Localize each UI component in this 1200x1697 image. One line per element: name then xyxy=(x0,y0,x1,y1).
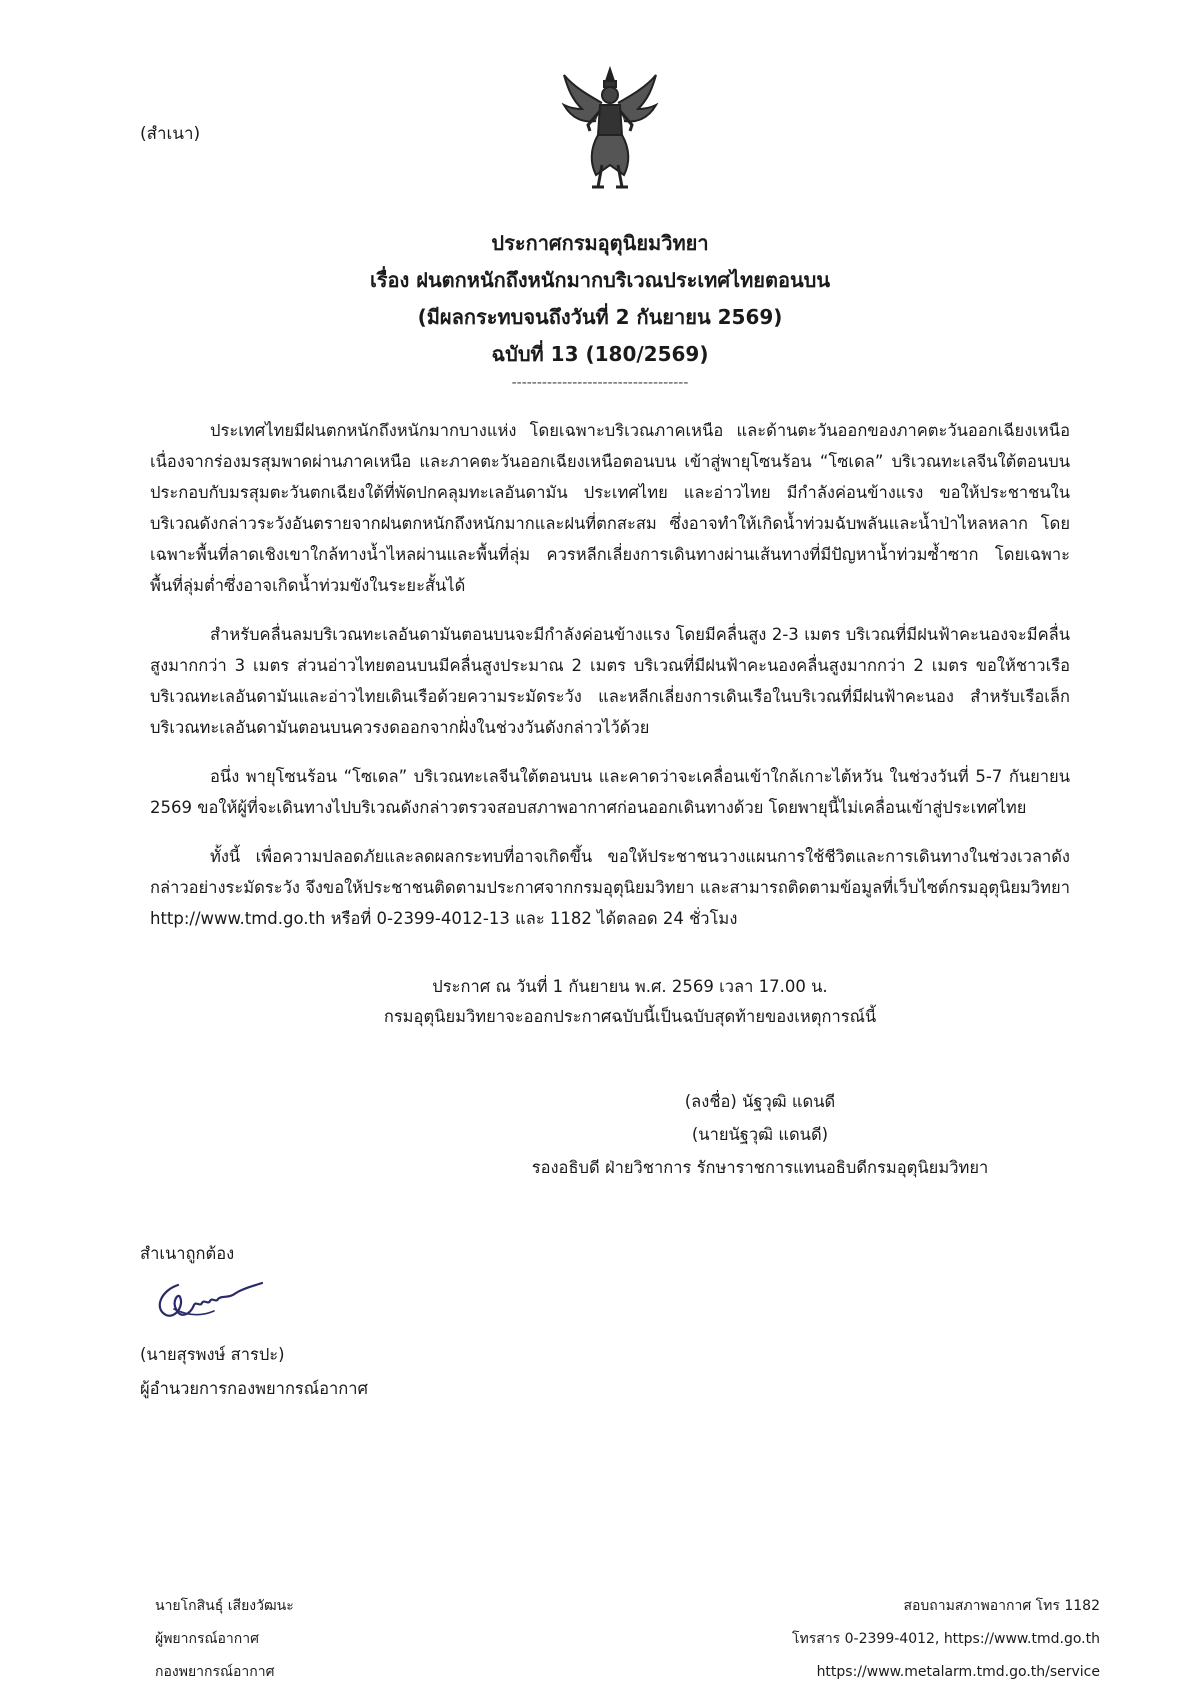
certifier-block xyxy=(140,1338,368,1406)
announcement-date: ประกาศ ณ วันที่ 1 กันยายน พ.ศ. 2569 เวลา 17.00 น. xyxy=(432,977,828,996)
copy-label: (สำเนา) xyxy=(140,124,201,144)
certified-copy-label: สำเนาถูกต้อง xyxy=(140,1244,235,1263)
footer-contact xyxy=(792,1590,1100,1689)
body-paragraph: ทั้งนี้ เพื่อความปลอดภัยและลดผลกระทบที่อาจเกิดขึ้น ขอให้ประชาชนวางแผนการใช้ชีวิตและการเดินทางในช่วงเวลาดังกล่าวอย่างระมัดระวัง จึงขอให้ประชาชนติดตามประกาศจากกรมอุตุนิยมวิทยา และสามารถติดตามข้อมูลที่เว็บไซต์กรมอุตุนิยมวิทยา http://www.tmd.go.th หรือที่ 0-2399-4012-13 และ 1182 ได้ตลอด 24 ชั่วโมง xyxy=(150,847,1070,928)
forecaster-role: ผู้พยากรณ์อากาศ xyxy=(155,1631,259,1647)
body-paragraph: สำหรับคลื่นลมบริเวณทะเลอันดามันตอนบนจะมีกำลังค่อนข้างแรง โดยมีคลื่นสูง 2-3 เมตร บริเวณที่มีฝนฟ้าคะนองจะมีคลื่นสูงมากกว่า 3 เมตร ส่วนอ่าวไทยตอนบนมีคลื่นสูงประมาณ 2 เมตร บริเวณที่มีฝนฟ้าคะนองคลื่นสูงมากกว่า 2 เมตร ขอให้ชาวเรือบริเวณทะเลอันดามันและอ่าวไทยเดินเรือด้วยความระมัดระวัง และหลีกเลี่ยงการเดินเรือในบริเวณที่มีฝนฟ้าคะนอง สำหรับเรือเล็กบริเวณทะเลอันดามันตอนบนควรงดออกจากฝั่งในช่วงวันดังกล่าวไว้ด้วย xyxy=(150,625,1070,737)
document-effect-period: (มีผลกระทบจนถึงวันที่ 2 กันยายน 2569) xyxy=(417,305,783,329)
document-header xyxy=(0,225,1200,393)
signer-name: (นายนัฐวุฒิ แดนดี) xyxy=(691,1125,829,1144)
final-notice: กรมอุตุนิยมวิทยาจะออกประกาศฉบับนี้เป็นฉบับสุดท้ายของเหตุการณ์นี้ xyxy=(383,1007,877,1026)
document-title: ประกาศกรมอุตุนิยมวิทยา xyxy=(491,231,709,255)
header-divider: ----------------------------------- xyxy=(511,375,689,391)
contact-service-url: https://www.metalarm.tmd.go.th/service xyxy=(816,1664,1100,1680)
body-paragraph: ประเทศไทยมีฝนตกหนักถึงหนักมากบางแห่ง โดยเฉพาะบริเวณภาคเหนือ และด้านตะวันออกของภาคตะวันออกเฉียงเหนือ เนื่องจากร่องมรสุมพาดผ่านภาคเหนือ และภาคตะวันออกเฉียงเหนือตอนบน เข้าสู่พายุโซนร้อน “โซเดล” บริเวณทะเลจีนใต้ตอนบน ประกอบกับมรสุมตะวันตกเฉียงใต้ที่พัดปกคลุมทะเลอันดามัน ประเทศไทย และอ่าวไทย มีกำลังค่อนข้างแรง ขอให้ประชาชนในบริเวณดังกล่าวระวังอันตรายจากฝนตกหนักถึงหนักมากและฝนที่ตกสะสม ซึ่งอาจทำให้เกิดน้ำท่วมฉับพลันและน้ำป่าไหลหลาก โดยเฉพาะพื้นที่ลาดเชิงเขาใกล้ทางน้ำไหลผ่านและพื้นที่ลุ่ม ควรหลีกเลี่ยงการเดินทางผ่านเส้นทางที่มีปัญหาน้ำท่วมซ้ำซาก โดยเฉพาะพื้นที่ลุ่มต่ำซึ่งอาจเกิดน้ำท่วมขังในระยะสั้นได้ xyxy=(150,421,1070,595)
contact-fax-website: โทรสาร 0-2399-4012, https://www.tmd.go.th xyxy=(792,1631,1100,1647)
forecaster-name: นายโกสินธุ์ เสียงวัฒนะ xyxy=(155,1598,294,1614)
announcement-date-block xyxy=(0,972,1200,1032)
document-issue-number: ฉบับที่ 13 (180/2569) xyxy=(491,342,709,366)
document-subject: เรื่อง ฝนตกหนักถึงหนักมากบริเวณประเทศไทยตอนบน xyxy=(369,268,831,292)
signature-block xyxy=(510,1085,1010,1184)
contact-phone: สอบถามสภาพอากาศ โทร 1182 xyxy=(903,1598,1100,1614)
handwritten-signature-icon xyxy=(150,1275,270,1330)
footer-forecaster xyxy=(155,1590,294,1689)
forecaster-division: กองพยากรณ์อากาศ xyxy=(155,1664,275,1680)
document-body xyxy=(150,415,1070,952)
certifier-position: ผู้อำนวยการกองพยากรณ์อากาศ xyxy=(140,1379,369,1398)
garuda-emblem-icon xyxy=(560,65,660,193)
body-paragraph: อนึ่ง พายุโซนร้อน “โซเดล” บริเวณทะเลจีนใต้ตอนบน และคาดว่าจะเคลื่อนเข้าใกล้เกาะไต้หวัน ในช่วงวันที่ 5-7 กันยายน 2569 ขอให้ผู้ที่จะเดินทางไปบริเวณดังกล่าวตรวจสอบสภาพอากาศก่อนออกเดินทางด้วย โดยพายุนี้ไม่เคลื่อนเข้าสู่ประเทศไทย xyxy=(150,767,1070,817)
signed-line: (ลงชื่อ) นัฐวุฒิ แดนดี xyxy=(684,1092,836,1111)
certifier-name: (นายสุรพงษ์ สารปะ) xyxy=(140,1345,285,1364)
signer-position: รองอธิบดี ฝ่ายวิชาการ รักษาราชการแทนอธิบดีกรมอุตุนิยมวิทยา xyxy=(531,1158,989,1177)
